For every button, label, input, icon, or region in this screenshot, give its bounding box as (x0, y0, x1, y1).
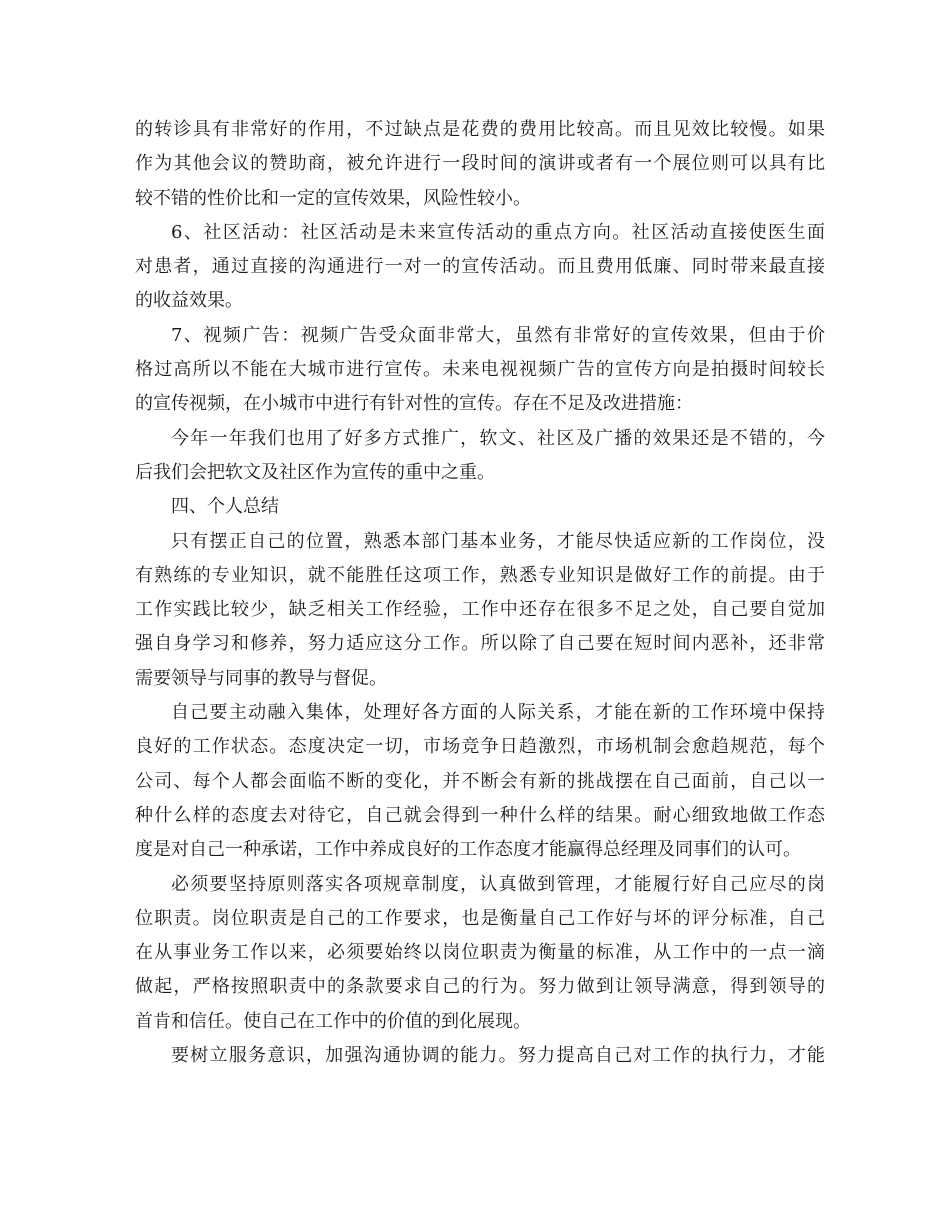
text-line: 良好的工作状态。态度决定一切，市场竞争日趋激烈，市场机制会愈趋规范，每个 (135, 736, 825, 758)
section-heading-personal-summary (135, 490, 825, 524)
text-line: 种什么样的态度去对待它，自己就会得到一种什么样的结果。耐心细致地做工作态 (135, 804, 825, 826)
text-line: 7、视频广告：视频广告受众面非常大，虽然有非常好的宣传效果，但由于价 (171, 324, 825, 346)
section-heading: 四、个人总结 (171, 496, 279, 518)
paragraph-referral-sponsorship (135, 113, 825, 216)
text-line: 作为其他会议的赞助商，被允许进行一段时间的演讲或者有一个展位则可以具有比 (135, 153, 825, 175)
text-line: 格过高所以不能在大城市进行宣传。未来电视视频广告的宣传方向是拍摄时间较长 (135, 359, 825, 381)
text-line: 对患者，通过直接的沟通进行一对一的宣传活动。而且费用低廉、同时带来最直接 (135, 256, 825, 278)
text-line: 较不错的性价比和一定的宣传效果，风险性较小。 (135, 187, 531, 209)
text-line: 今年一年我们也用了好多方式推广，软文、社区及广播的效果还是不错的，今 (171, 427, 825, 449)
paragraph-rules-responsibilities (135, 868, 825, 1039)
text-line: 公司、每个人都会面临不断的变化，并不断会有新的挑战摆在自己面前，自己以一 (135, 770, 825, 792)
text-line: 工作实践比较少，缺乏相关工作经验，工作中还存在很多不足之处，自己要自觉加 (135, 599, 825, 621)
text-line: 6、社区活动：社区活动是未来宣传活动的重点方向。社区活动直接使医生面 (171, 221, 825, 243)
text-line: 自己要主动融入集体，处理好各方面的人际关系，才能在新的工作环境中保持 (171, 702, 825, 724)
text-line: 需要领导与同事的教导与督促。 (135, 667, 387, 689)
text-line: 度是对自己一种承诺，工作中养成良好的工作态度才能赢得总经理及同事们的认可。 (135, 839, 801, 861)
paragraph-promotion-review (135, 422, 825, 491)
text-line: 要树立服务意识，加强沟通协调的能力。努力提高自己对工作的执行力，才能 (171, 1045, 825, 1067)
paragraph-community-activities (135, 216, 825, 319)
text-line: 强自身学习和修养，努力适应这分工作。所以除了自己要在短时间内恶补，还非常 (135, 633, 825, 655)
text-line: 必须要坚持原则落实各项规章制度，认真做到管理，才能履行好自己应尽的岗 (171, 873, 825, 895)
text-line: 的收益效果。 (135, 290, 243, 312)
paragraph-video-ads (135, 319, 825, 422)
text-line: 有熟练的专业知识，就不能胜任这项工作，熟悉专业知识是做好工作的前提。由于 (135, 564, 825, 586)
text-line: 位职责。岗位职责是自己的工作要求，也是衡量自己工作好与坏的评分标准，自己 (135, 907, 825, 929)
text-line: 后我们会把软文及社区作为宣传的重中之重。 (135, 461, 495, 483)
document-body (135, 113, 825, 1073)
text-line: 首肯和信任。使自己在工作中的价值的到化展现。 (135, 1010, 531, 1032)
text-line: 的转诊具有非常好的作用，不过缺点是花费的费用比较高。而且见效比较慢。如果 (135, 119, 825, 140)
paragraph-service-awareness (135, 1039, 825, 1073)
text-line: 在从事业务工作以来，必须要始终以岗位职责为衡量的标准，从工作中的一点一滴 (135, 942, 825, 964)
text-line: 只有摆正自己的位置，熟悉本部门基本业务，才能尽快适应新的工作岗位，没 (171, 530, 825, 552)
paragraph-team-attitude (135, 696, 825, 867)
text-line: 做起，严格按照职责中的条款要求自己的行为。努力做到让领导满意，得到领导的 (135, 976, 825, 998)
text-line: 的宣传视频，在小城市中进行有针对性的宣传。存在不足及改进措施： (135, 393, 693, 415)
paragraph-position-knowledge (135, 525, 825, 696)
